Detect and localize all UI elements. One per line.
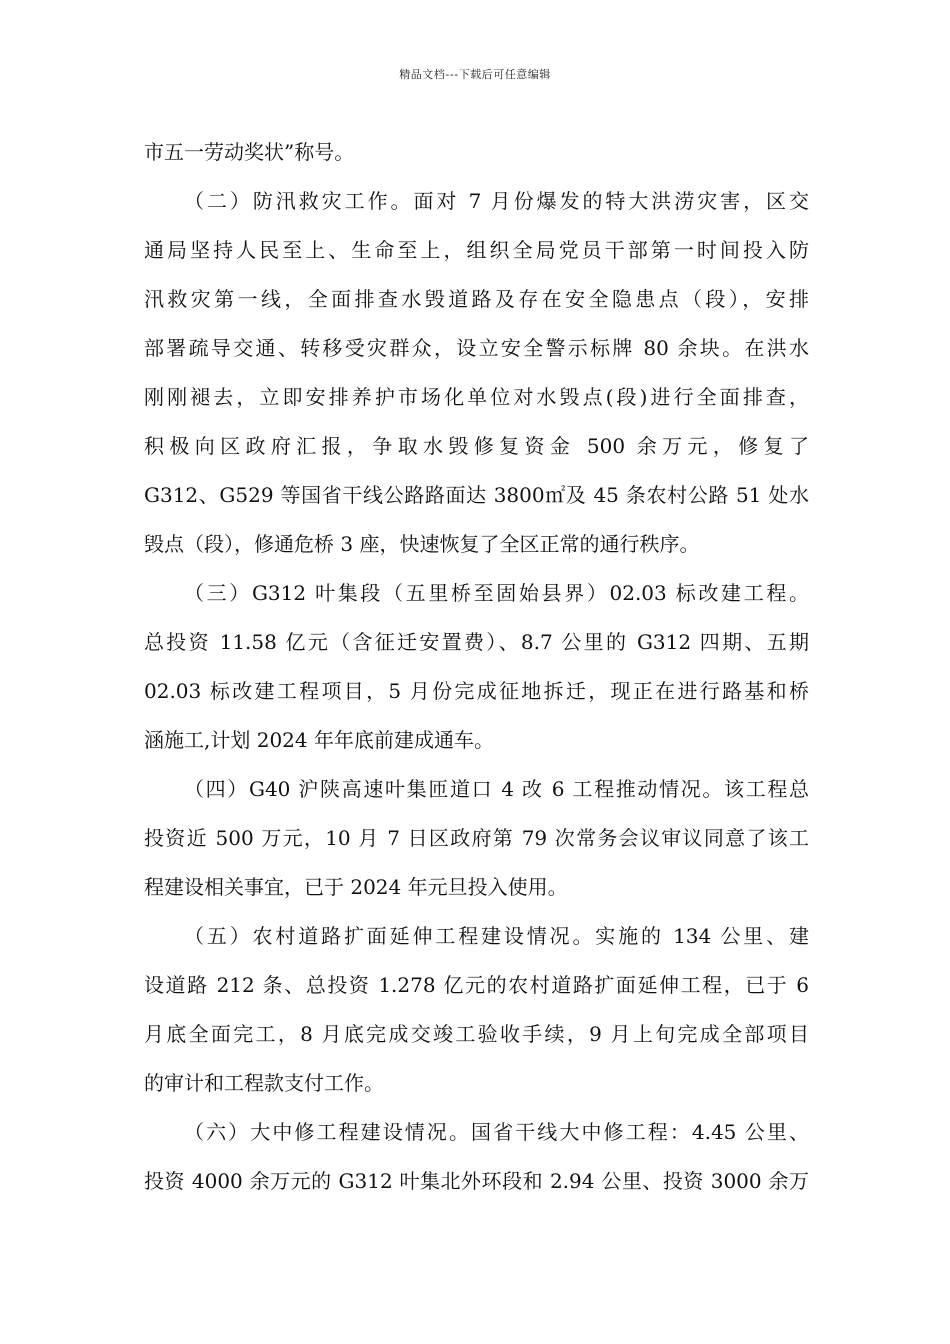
paragraph-line: 涵施工,计划 2024 年年底前建成通车。: [144, 728, 494, 752]
paragraph-line: 投资 4000 余万元的 G312 叶集北外环段和 2.94 公里、投资 3000 余万: [144, 1169, 809, 1193]
paragraph-line: 程建设相关事宜，已于 2024 年元旦投入使用。: [144, 875, 568, 899]
page-header: 精品文档---下载后可任意编辑: [399, 68, 551, 81]
paragraph-line: G312、G529 等国省干线公路路面达 3800㎡及 45 条农村公路 51 处水: [144, 483, 809, 507]
paragraph-line: 02.03 标改建工程项目，5 月份完成征地拆迁，现正在进行路基和桥: [144, 679, 809, 703]
paragraph-line: 毁点（段），修通危桥 3 座，快速恢复了全区正常的通行秩序。: [144, 532, 700, 556]
paragraph-line: 部署疏导交通、转移受灾群众，设立安全警示标牌 80 余块。在洪水: [144, 336, 809, 360]
paragraph-line: （二）防汛救灾工作。面对 7 月份爆发的特大洪涝灾害，区交: [184, 189, 809, 213]
paragraph-line: （五）农村道路扩面延伸工程建设情况。实施的 134 公里、建: [184, 924, 809, 948]
paragraph-line: 市五一劳动奖状”称号。: [144, 140, 355, 164]
paragraph-line: 刚刚褪去，立即安排养护市场化单位对水毁点(段)进行全面排查，: [144, 385, 809, 409]
paragraph-line: 积极向区政府汇报，争取水毁修复资金 500 余万元，修复了: [144, 434, 809, 458]
paragraph-line: 总投资 11.58 亿元（含征迁安置费）、8.7 公里的 G312 四期、五期: [144, 630, 809, 654]
document-body: [144, 131, 809, 1209]
paragraph-line: 通局坚持人民至上、生命至上，组织全局党员干部第一时间投入防: [144, 238, 809, 262]
paragraph-line: （四）G40 沪陕高速叶集匝道口 4 改 6 工程推动情况。该工程总: [184, 777, 809, 801]
paragraph-line: 月底全面完工，8 月底完成交竣工验收手续，9 月上旬完成全部项目: [144, 1022, 809, 1046]
paragraph-line: 的审计和工程款支付工作。: [144, 1071, 384, 1095]
paragraph-line: （六）大中修工程建设情况。国省干线大中修工程：4.45 公里、: [184, 1120, 809, 1144]
paragraph-line: （三）G312 叶集段（五里桥至固始县界）02.03 标改建工程。: [184, 581, 809, 605]
paragraph-line: 设道路 212 条、总投资 1.278 亿元的农村道路扩面延伸工程，已于 6: [144, 973, 809, 997]
paragraph-line: 投资近 500 万元，10 月 7 日区政府第 79 次常务会议审议同意了该工: [144, 826, 809, 850]
paragraph-line: 汛救灾第一线，全面排查水毁道路及存在安全隐患点（段），安排: [144, 287, 809, 311]
